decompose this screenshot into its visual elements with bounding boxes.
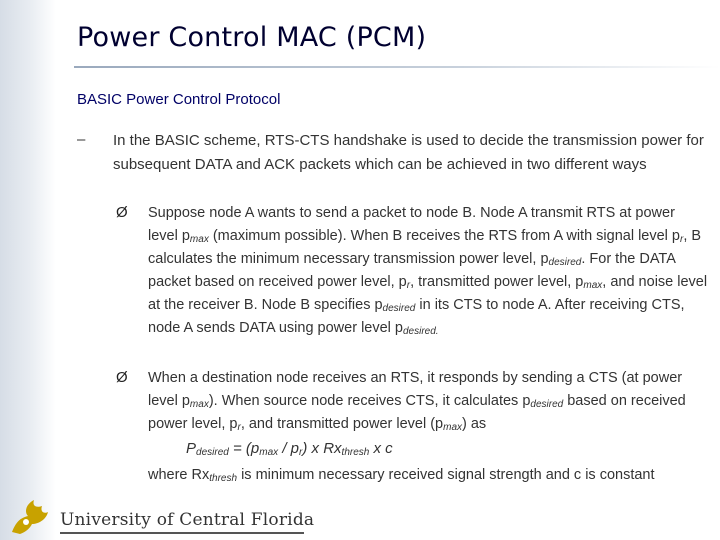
arrow-bullet-icon: Ø: [116, 369, 128, 386]
bullet-2-text: When a destination node receives an RTS, it responds by sending a CTS (at power level $p_{max}$). When source node receives CTS, it calculates $p_{desired}$ based on received power level, $p_r$, and transmitted power level $(p_{max})$ as: [148, 370, 686, 433]
power-formula: $P_{desired} = (p_{max} / p_r)$ x $Rx_{thresh}$ x c: [186, 440, 393, 458]
title-underline: [74, 66, 720, 68]
slide-subtitle: BASIC Power Control Protocol: [77, 91, 281, 108]
dash-marker: –: [77, 131, 86, 148]
footer-underline: [60, 532, 304, 534]
bullet-1-text: Suppose node A wants to send a packet to node B. Node A transmit RTS at power level $p_{max}$ (maximum possible). When B receives the RTS from A with signal level $p_r$, B calculates the minimum necessary transmission power level, $p_{desired}$. For the DATA packet based on received power level, $p_r$, transmitted power level, $p_{max}$, and noise level at the receiver B. Node B specifies $p_{desired}$ in its CTS to node A. After receiving CTS, node A sends DATA using power level $p_{desired.}$: [148, 205, 708, 337]
university-name: University of Central Florida: [60, 510, 315, 530]
formula-explanation: where $Rx_{thresh}$ is minimum necessary received signal strength and c is constant: [148, 467, 655, 484]
slide-title: Power Control MAC (PCM): [77, 22, 427, 53]
pegasus-logo-icon: [6, 492, 52, 538]
left-gradient-bar: [0, 0, 56, 540]
arrow-bullet-icon: Ø: [116, 204, 128, 221]
intro-paragraph: In the BASIC scheme, RTS-CTS handshake is used to decide the transmission power for subsequent DATA and ACK packets which can be achieved in two different ways: [113, 132, 704, 173]
